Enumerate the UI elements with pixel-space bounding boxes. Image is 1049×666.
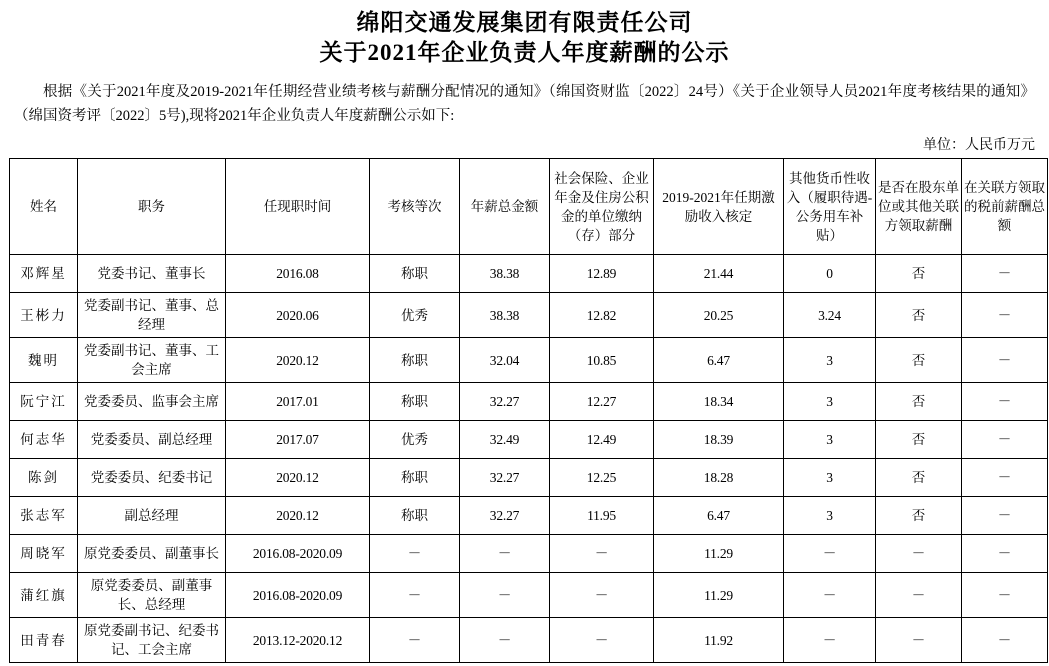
cell-incentive: 18.39 (654, 421, 784, 459)
table-row (10, 618, 1048, 663)
table-row (10, 338, 1048, 383)
cell-total-salary: － (460, 618, 550, 663)
cell-grade: 称职 (370, 255, 460, 293)
table-row (10, 535, 1048, 573)
cell-total-salary: 32.27 (460, 459, 550, 497)
table-row (10, 383, 1048, 421)
header-grade: 考核等次 (370, 159, 460, 255)
cell-other-income: 3.24 (784, 293, 876, 338)
cell-related-total: － (962, 293, 1048, 338)
cell-grade: － (370, 535, 460, 573)
cell-holder-salary: 否 (876, 338, 962, 383)
cell-holder-salary: 否 (876, 421, 962, 459)
salary-table (9, 158, 1048, 663)
cell-insurance: 11.95 (550, 497, 654, 535)
cell-total-salary: － (460, 573, 550, 618)
cell-holder-salary: － (876, 573, 962, 618)
cell-name: 魏明 (10, 338, 78, 383)
cell-holder-salary: 否 (876, 255, 962, 293)
cell-post: 党委委员、副总经理 (78, 421, 226, 459)
cell-total-salary: － (460, 535, 550, 573)
cell-name: 何志华 (10, 421, 78, 459)
cell-other-income: 3 (784, 383, 876, 421)
cell-grade: 优秀 (370, 293, 460, 338)
cell-incentive: 20.25 (654, 293, 784, 338)
header-date: 任现职时间 (226, 159, 370, 255)
unit-note: 单位：人民币万元 (923, 138, 1035, 153)
cell-post: 副总经理 (78, 497, 226, 535)
cell-name: 陈剑 (10, 459, 78, 497)
cell-incentive: 11.29 (654, 535, 784, 573)
cell-incentive: 18.28 (654, 459, 784, 497)
cell-incentive: 11.29 (654, 573, 784, 618)
cell-grade: 称职 (370, 338, 460, 383)
table-row (10, 497, 1048, 535)
header-incentive: 2019-2021年任期激励收入核定 (654, 159, 784, 255)
cell-date: 2020.12 (226, 497, 370, 535)
cell-holder-salary: － (876, 618, 962, 663)
cell-date: 2017.01 (226, 383, 370, 421)
table-row (10, 421, 1048, 459)
cell-other-income: － (784, 573, 876, 618)
cell-related-total: － (962, 255, 1048, 293)
cell-insurance: － (550, 618, 654, 663)
cell-related-total: － (962, 421, 1048, 459)
cell-total-salary: 38.38 (460, 255, 550, 293)
cell-name: 王彬力 (10, 293, 78, 338)
cell-grade: － (370, 573, 460, 618)
cell-other-income: 3 (784, 497, 876, 535)
table-row (10, 459, 1048, 497)
table-row (10, 255, 1048, 293)
title-line-1: 绵阳交通发展集团有限责任公司 (356, 10, 693, 35)
cell-date: 2016.08 (226, 255, 370, 293)
cell-insurance: 10.85 (550, 338, 654, 383)
cell-grade: － (370, 618, 460, 663)
cell-related-total: － (962, 459, 1048, 497)
cell-post: 党委副书记、董事、总经理 (78, 293, 226, 338)
table-row (10, 573, 1048, 618)
cell-date: 2020.12 (226, 459, 370, 497)
cell-other-income: 0 (784, 255, 876, 293)
intro-paragraph: 根据《关于2021年度及2019-2021年任期经营业绩考核与薪酬分配情况的通知》（绵国资财监〔2022〕24号）《关于企业领导人员2021年度考核结果的通知》（绵国资考评〔2022〕5号),现将2021年企业负责人年度薪酬公示如下: (14, 84, 1035, 124)
cell-other-income: － (784, 535, 876, 573)
cell-post: 原党委委员、副董事长、总经理 (78, 573, 226, 618)
cell-total-salary: 38.38 (460, 293, 550, 338)
cell-post: 党委书记、董事长 (78, 255, 226, 293)
cell-holder-salary: － (876, 535, 962, 573)
cell-total-salary: 32.04 (460, 338, 550, 383)
cell-insurance: 12.49 (550, 421, 654, 459)
table-header-row (10, 159, 1048, 255)
cell-insurance: － (550, 573, 654, 618)
cell-post: 原党委委员、副董事长 (78, 535, 226, 573)
cell-date: 2016.08-2020.09 (226, 535, 370, 573)
cell-related-total: － (962, 573, 1048, 618)
salary-table-body (10, 255, 1048, 663)
cell-holder-salary: 否 (876, 383, 962, 421)
cell-related-total: － (962, 497, 1048, 535)
cell-date: 2020.12 (226, 338, 370, 383)
cell-other-income: 3 (784, 459, 876, 497)
cell-other-income: 3 (784, 338, 876, 383)
header-total-salary: 年薪总金额 (460, 159, 550, 255)
document-title (0, 0, 1049, 68)
cell-related-total: － (962, 338, 1048, 383)
table-row (10, 293, 1048, 338)
cell-other-income: － (784, 618, 876, 663)
cell-post: 党委副书记、董事、工会主席 (78, 338, 226, 383)
cell-grade: 称职 (370, 383, 460, 421)
title-line-2: 关于2021年企业负责人年度薪酬的公示 (319, 40, 730, 65)
cell-grade: 优秀 (370, 421, 460, 459)
header-post: 职务 (78, 159, 226, 255)
cell-incentive: 11.92 (654, 618, 784, 663)
cell-insurance: 12.25 (550, 459, 654, 497)
header-holder-salary: 是否在股东单位或其他关联方领取薪酬 (876, 159, 962, 255)
cell-holder-salary: 否 (876, 497, 962, 535)
header-name: 姓名 (10, 159, 78, 255)
cell-other-income: 3 (784, 421, 876, 459)
header-insurance: 社会保险、企业年金及住房公积金的单位缴纳（存）部分 (550, 159, 654, 255)
cell-incentive: 21.44 (654, 255, 784, 293)
cell-date: 2016.08-2020.09 (226, 573, 370, 618)
cell-insurance: 12.89 (550, 255, 654, 293)
cell-insurance: 12.27 (550, 383, 654, 421)
cell-related-total: － (962, 618, 1048, 663)
cell-incentive: 18.34 (654, 383, 784, 421)
cell-name: 蒲红旗 (10, 573, 78, 618)
cell-grade: 称职 (370, 459, 460, 497)
cell-date: 2017.07 (226, 421, 370, 459)
header-related-total: 在关联方领取的税前薪酬总额 (962, 159, 1048, 255)
cell-date: 2013.12-2020.12 (226, 618, 370, 663)
cell-grade: 称职 (370, 497, 460, 535)
cell-incentive: 6.47 (654, 338, 784, 383)
cell-total-salary: 32.49 (460, 421, 550, 459)
cell-post: 党委委员、纪委书记 (78, 459, 226, 497)
cell-name: 周晓军 (10, 535, 78, 573)
cell-name: 邓辉星 (10, 255, 78, 293)
cell-total-salary: 32.27 (460, 383, 550, 421)
cell-insurance: 12.82 (550, 293, 654, 338)
cell-name: 张志军 (10, 497, 78, 535)
cell-post: 原党委副书记、纪委书记、工会主席 (78, 618, 226, 663)
header-other-income: 其他货币性收入（履职待遇-公务用车补贴） (784, 159, 876, 255)
cell-date: 2020.06 (226, 293, 370, 338)
cell-related-total: － (962, 383, 1048, 421)
cell-name: 阮宁江 (10, 383, 78, 421)
cell-name: 田青春 (10, 618, 78, 663)
cell-insurance: － (550, 535, 654, 573)
cell-post: 党委委员、监事会主席 (78, 383, 226, 421)
cell-incentive: 6.47 (654, 497, 784, 535)
cell-holder-salary: 否 (876, 459, 962, 497)
cell-related-total: － (962, 535, 1048, 573)
cell-holder-salary: 否 (876, 293, 962, 338)
cell-total-salary: 32.27 (460, 497, 550, 535)
